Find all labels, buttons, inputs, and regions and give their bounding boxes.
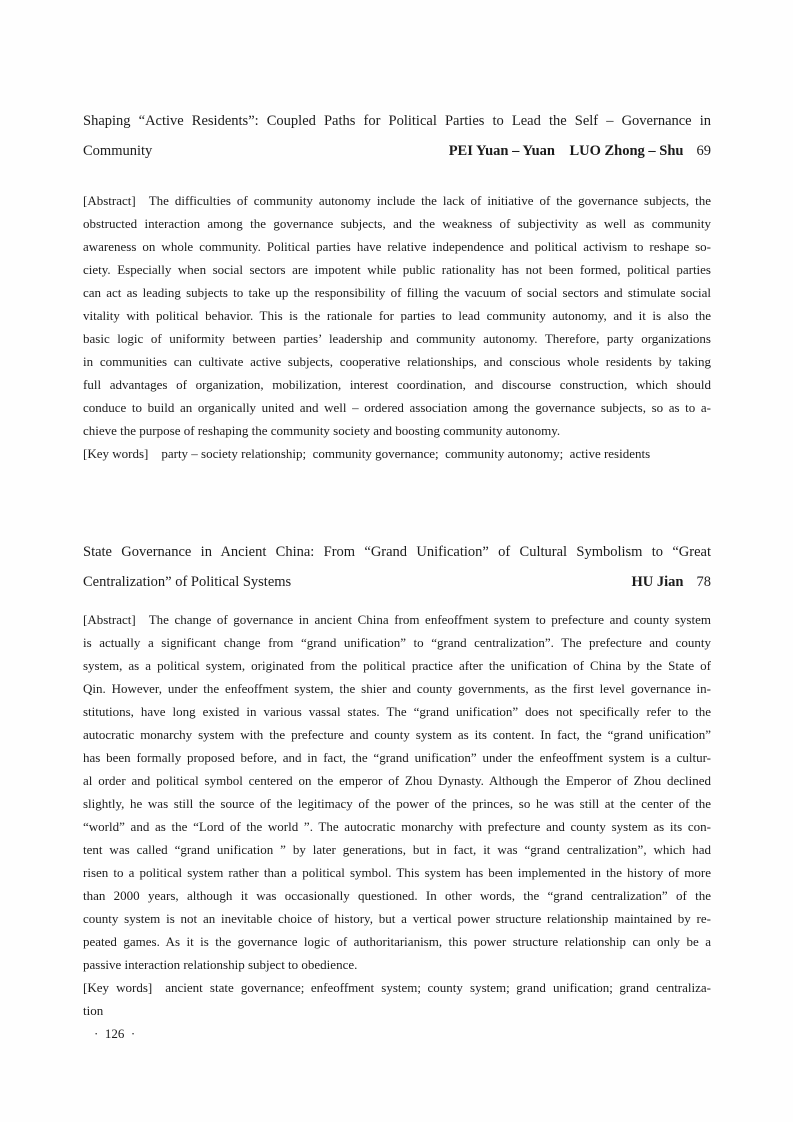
text-line: tent was called “grand unification ” by later generations, but in fact, it was “grand centralization”, which had bbox=[83, 842, 711, 857]
article-title bbox=[83, 537, 711, 597]
article-title bbox=[83, 106, 711, 166]
article-authors: HU Jian bbox=[631, 574, 684, 590]
text-line: [Abstract] The difficulties of community autonomy include the lack of initiative of the governance subjects, the bbox=[83, 193, 711, 208]
article-abstract bbox=[83, 608, 711, 976]
article-byline bbox=[632, 567, 711, 597]
text-line: ciety. Especially when social sectors are impotent while public rationality has not been formed, political parties bbox=[83, 262, 711, 277]
article-page-number: 78 bbox=[696, 574, 711, 590]
article-authors: PEI Yuan – Yuan LUO Zhong – Shu bbox=[448, 143, 684, 159]
text-line: system, as a political system, originated from the political practice after the unification of China by the State of bbox=[83, 658, 711, 673]
article-title-line1: State Governance in Ancient China: From “Grand Unification” of Cultural Symbolism to “Great bbox=[83, 544, 711, 560]
text-line: in communities can cultivate active subjects, cooperative relationships, and conscious whole residents by taking bbox=[83, 354, 711, 369]
text-line: [Abstract] The change of governance in ancient China from enfeoffment system to prefecture and county system bbox=[83, 612, 711, 627]
text-line: has been formally proposed before, and in fact, the “grand unification” under the enfeoffment system is a cultur- bbox=[83, 750, 711, 765]
article-keywords bbox=[83, 976, 711, 1022]
article-entry-2 bbox=[83, 537, 711, 1022]
text-line: awareness on whole community. Political parties have relative independence and political activism to reshape so- bbox=[83, 239, 711, 254]
text-line: al order and political symbol centered on the emperor of Zhou Dynasty. Although the Emperor of Zhou declined bbox=[83, 773, 711, 788]
text-line: conduce to build an organically united and well – ordered association among the governance subjects, so as to a- bbox=[83, 400, 711, 415]
text-line: risen to a political system rather than a political symbol. This system has been implemented in the history of more bbox=[83, 865, 711, 880]
article-keywords bbox=[83, 442, 711, 465]
text-line: chieve the purpose of reshaping the community society and boosting community autonomy. bbox=[83, 423, 561, 438]
article-title-line2 bbox=[83, 567, 711, 597]
article-abstract bbox=[83, 189, 711, 442]
text-line: “world” and as the “Lord of the world ”. The autocratic monarchy with prefecture and county system as its con- bbox=[83, 819, 711, 834]
text-line: vitality with political behavior. This is the rationale for parties to lead community autonomy, and it is also the bbox=[83, 308, 711, 323]
text-line: than 2000 years, although it was occasionally questioned. In other words, the “grand centralization” of the bbox=[83, 888, 711, 903]
article-page-number: 69 bbox=[696, 143, 711, 159]
text-line: slightly, he was still the source of the legitimacy of the power of the princes, so he was still at the center of the bbox=[83, 796, 711, 811]
article-entry-1 bbox=[83, 106, 711, 465]
article-title-line2-text: Community bbox=[83, 143, 153, 159]
article-byline bbox=[449, 136, 711, 166]
text-line: basic logic of uniformity between parties’ leadership and community autonomy. Therefore, party organizations bbox=[83, 331, 711, 346]
text-line: is actually a significant change from “grand unification” to “grand centralization”. The prefecture and county bbox=[83, 635, 711, 650]
text-line: stitutions, have long existed in various vassal states. The “grand unification” does not specifically refer to the bbox=[83, 704, 711, 719]
text-line: [Key words] party – society relationship; community governance; community autonomy; active residents bbox=[83, 446, 651, 461]
text-line: can act as leading subjects to take up the responsibility of filling the vacuum of social sectors and stimulate social bbox=[83, 285, 711, 300]
text-line: Qin. However, under the enfeoffment system, the shier and county governments, as the first level governance in- bbox=[83, 681, 711, 696]
text-line: autocratic monarchy system with the prefecture and county system as its content. In fact, the “grand unification” bbox=[83, 727, 711, 742]
text-line: obstructed interaction among the governance subjects, and the weakness of subjectivity as well as community bbox=[83, 216, 711, 231]
article-title-line2-text: Centralization” of Political Systems bbox=[83, 574, 292, 590]
text-line: passive interaction relationship subject to obedience. bbox=[83, 957, 358, 972]
text-line: peated games. As it is the governance logic of authoritarianism, this power structure relationship can only be a bbox=[83, 934, 711, 949]
article-title-line1: Shaping “Active Residents”: Coupled Paths for Political Parties to Lead the Self – Governance in bbox=[83, 113, 711, 129]
text-line: full advantages of organization, mobilization, interest coordination, and discourse construction, which should bbox=[83, 377, 711, 392]
text-line: tion bbox=[83, 1003, 104, 1018]
article-title-line2 bbox=[83, 136, 711, 166]
text-line: county system is not an inevitable choice of history, but a vertical power structure relationship maintained by re- bbox=[83, 911, 711, 926]
text-line: [Key words] ancient state governance; enfeoffment system; county system; grand unification; grand centraliza- bbox=[83, 980, 711, 995]
page-content-column bbox=[83, 0, 711, 1045]
footer-page-number: · 126 · bbox=[94, 1026, 136, 1041]
